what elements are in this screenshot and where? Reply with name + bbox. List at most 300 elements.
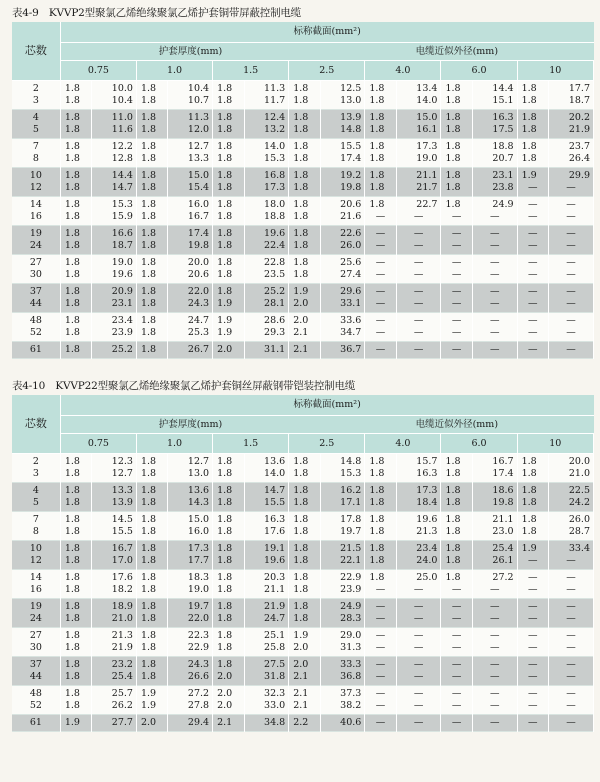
sheath-thickness-cell: 1.8: [213, 269, 244, 284]
outer-diameter-cell: —: [396, 642, 441, 657]
outer-diameter-cell: 15.5: [320, 139, 365, 154]
outer-diameter-cell: 23.7: [549, 139, 594, 154]
outer-diameter-cell: 10.4: [92, 95, 137, 110]
sheath-thickness-cell: 1.8: [60, 95, 91, 110]
sheath-thickness-cell: 1.8: [136, 512, 167, 527]
outer-diameter-cell: —: [472, 226, 517, 241]
sheath-thickness-cell: 1.8: [136, 197, 167, 212]
outer-diameter-cell: 37.3: [320, 686, 365, 701]
sheath-thickness-cell: —: [365, 327, 396, 342]
sheath-thickness-cell: 1.8: [136, 599, 167, 614]
table-row: [12, 95, 594, 110]
size-header: 1.0: [136, 61, 212, 81]
outer-diameter-cell: 15.4: [168, 182, 213, 197]
cores-header: 芯数: [12, 395, 60, 454]
sheath-thickness-cell: 1.8: [365, 454, 396, 469]
sheath-thickness-cell: 1.8: [136, 454, 167, 469]
outer-diameter-cell: 31.1: [244, 342, 289, 359]
sheath-thickness-cell: 1.8: [213, 197, 244, 212]
sheath-thickness-cell: —: [517, 284, 548, 299]
outer-diameter-cell: 17.7: [168, 555, 213, 570]
outer-diameter-cell: —: [396, 211, 441, 226]
sheath-thickness-cell: 1.8: [289, 454, 320, 469]
sheath-thickness-cell: 1.8: [289, 182, 320, 197]
outer-diameter-cell: 33.1: [320, 298, 365, 313]
outer-diameter-cell: —: [549, 226, 594, 241]
outer-diameter-cell: —: [549, 555, 594, 570]
table-row: [12, 327, 594, 342]
table-row: [12, 700, 594, 715]
sheath-thickness-cell: 2.0: [213, 700, 244, 715]
size-header: 1.5: [213, 61, 289, 81]
outer-diameter-cell: 31.3: [320, 642, 365, 657]
outer-diameter-cell: 18.6: [472, 483, 517, 498]
outer-diameter-cell: —: [472, 686, 517, 701]
outer-diameter-cell: 15.3: [92, 197, 137, 212]
outer-diameter-cell: 22.1: [320, 555, 365, 570]
sheath-thickness-cell: 1.9: [213, 298, 244, 313]
sheath-thickness-cell: 1.8: [289, 211, 320, 226]
sheath-thickness-cell: 1.8: [517, 139, 548, 154]
sheath-thickness-cell: 2.1: [289, 327, 320, 342]
sheath-thickness-cell: 1.8: [213, 139, 244, 154]
outer-diameter-cell: 19.8: [472, 497, 517, 512]
size-header: 10: [517, 434, 593, 454]
outer-diameter-cell: 12.4: [244, 110, 289, 125]
sheath-thickness-cell: 1.8: [517, 468, 548, 483]
size-header: 10: [517, 61, 593, 81]
sheath-thickness-cell: —: [365, 298, 396, 313]
outer-diameter-cell: 24.3: [168, 298, 213, 313]
sheath-thickness-cell: 1.8: [60, 541, 91, 556]
sheath-thickness-cell: —: [441, 671, 472, 686]
sheath-thickness-cell: —: [441, 628, 472, 643]
outer-diameter-cell: 26.6: [168, 671, 213, 686]
outer-diameter-cell: 21.1: [244, 584, 289, 599]
outer-diameter-cell: 14.4: [472, 81, 517, 96]
core-count-cell: 10: [12, 541, 60, 556]
sheath-thickness-cell: 1.8: [441, 497, 472, 512]
sheath-thickness-cell: —: [365, 269, 396, 284]
sheath-thickness-cell: 1.8: [60, 269, 91, 284]
sheath-thickness-cell: —: [517, 342, 548, 359]
core-count-cell: 61: [12, 342, 60, 359]
sheath-thickness-cell: 1.8: [365, 497, 396, 512]
outer-diameter-cell: 24.9: [320, 599, 365, 614]
sheath-thickness-cell: —: [517, 327, 548, 342]
outer-diameter-cell: 29.3: [244, 327, 289, 342]
sheath-thickness-cell: 1.8: [289, 124, 320, 139]
sheath-thickness-cell: —: [517, 642, 548, 657]
outer-diameter-cell: 16.0: [168, 197, 213, 212]
outer-diameter-cell: 28.6: [244, 313, 289, 328]
outer-diameter-cell: 25.7: [92, 686, 137, 701]
outer-diameter-cell: —: [396, 686, 441, 701]
outer-diameter-cell: 15.1: [472, 95, 517, 110]
sheath-thickness-cell: 1.8: [365, 197, 396, 212]
sheath-thickness-cell: 1.8: [60, 211, 91, 226]
sheath-thickness-cell: 1.8: [136, 642, 167, 657]
outer-diameter-cell: 28.7: [549, 526, 594, 541]
sheath-thickness-cell: 1.8: [60, 613, 91, 628]
outer-diameter-cell: 26.1: [472, 555, 517, 570]
table-row: [12, 483, 594, 498]
table-row: [12, 139, 594, 154]
outer-diameter-cell: —: [549, 182, 594, 197]
outer-diameter-cell: —: [549, 715, 594, 732]
sheath-thickness-cell: 1.8: [213, 182, 244, 197]
sheath-thickness-cell: 1.8: [517, 526, 548, 541]
sheath-thickness-cell: —: [517, 555, 548, 570]
outer-diameter-cell: 18.7: [92, 240, 137, 255]
sheath-thickness-cell: 1.8: [213, 599, 244, 614]
sheath-thickness-cell: 1.8: [441, 110, 472, 125]
sheath-thickness-cell: 1.8: [441, 512, 472, 527]
outer-diameter-cell: 26.7: [168, 342, 213, 359]
sheath-thickness-cell: —: [441, 584, 472, 599]
table-row: [12, 124, 594, 139]
outer-diameter-cell: 22.5: [549, 483, 594, 498]
sheath-thickness-cell: —: [441, 686, 472, 701]
outer-diameter-cell: —: [549, 298, 594, 313]
outer-diameter-cell: 22.9: [320, 570, 365, 585]
sheath-thickness-cell: —: [441, 700, 472, 715]
sheath-thickness-cell: 1.8: [289, 197, 320, 212]
sheath-thickness-cell: 1.8: [136, 613, 167, 628]
table-row: [12, 255, 594, 270]
outer-diameter-cell: —: [396, 255, 441, 270]
sheath-thickness-cell: 2.1: [213, 715, 244, 732]
outer-diameter-cell: —: [472, 642, 517, 657]
outer-diameter-cell: 16.6: [92, 226, 137, 241]
sheath-thickness-cell: —: [517, 313, 548, 328]
outer-diameter-cell: 20.6: [168, 269, 213, 284]
outer-diameter-cell: —: [396, 342, 441, 359]
outer-diameter-cell: 17.6: [92, 570, 137, 585]
sheath-thickness-cell: —: [441, 599, 472, 614]
core-count-cell: 2: [12, 454, 60, 469]
core-count-cell: 37: [12, 284, 60, 299]
outer-diameter-cell: —: [549, 700, 594, 715]
sheath-thickness-cell: 1.8: [213, 483, 244, 498]
sheath-thickness-cell: 1.8: [441, 139, 472, 154]
sheath-thickness-cell: —: [365, 671, 396, 686]
sheath-thickness-cell: 1.8: [441, 526, 472, 541]
outer-diameter-cell: 12.2: [92, 139, 137, 154]
sheath-thickness-cell: —: [517, 584, 548, 599]
sheath-thickness-cell: 1.8: [289, 240, 320, 255]
sheath-thickness-cell: 1.8: [60, 454, 91, 469]
outer-diameter-cell: —: [549, 657, 594, 672]
core-count-cell: 8: [12, 526, 60, 541]
outer-diameter-cell: 36.8: [320, 671, 365, 686]
sheath-thickness-cell: 1.8: [213, 526, 244, 541]
outer-diameter-cell: 22.7: [396, 197, 441, 212]
outer-diameter-cell: 15.0: [396, 110, 441, 125]
core-count-cell: 19: [12, 226, 60, 241]
table-row: [12, 110, 594, 125]
sheath-thickness-cell: —: [441, 642, 472, 657]
core-count-cell: 44: [12, 298, 60, 313]
sheath-thickness-cell: 1.8: [213, 255, 244, 270]
outer-diameter-cell: 25.2: [244, 284, 289, 299]
sheath-thickness-cell: 1.8: [60, 671, 91, 686]
sheath-thickness-cell: 2.0: [289, 313, 320, 328]
sheath-thickness-cell: —: [365, 642, 396, 657]
core-count-cell: 37: [12, 657, 60, 672]
outer-diameter-cell: 25.2: [92, 342, 137, 359]
table-row: [12, 628, 594, 643]
outer-diameter-cell: 11.3: [244, 81, 289, 96]
table-caption-4-10: 表4-10 KVVP22型聚氯乙烯绝缘聚氯乙烯护套铜丝屏蔽钢带铠装控制电缆: [12, 380, 356, 392]
sheath-thickness-cell: —: [441, 613, 472, 628]
sheath-thickness-cell: —: [365, 342, 396, 359]
outer-diameter-cell: —: [396, 327, 441, 342]
outer-diameter-cell: —: [396, 584, 441, 599]
sheath-thickness-cell: —: [517, 657, 548, 672]
sheath-thickness-cell: —: [517, 182, 548, 197]
outer-diameter-cell: 20.0: [168, 255, 213, 270]
outer-diameter-cell: 21.0: [549, 468, 594, 483]
size-header: 0.75: [60, 434, 136, 454]
outer-diameter-cell: —: [396, 284, 441, 299]
core-count-cell: 48: [12, 686, 60, 701]
cable-spec-table: [12, 395, 594, 732]
sheath-thickness-cell: 1.8: [60, 153, 91, 168]
outer-diameter-cell: 19.6: [244, 555, 289, 570]
outer-diameter-cell: —: [472, 211, 517, 226]
sheath-thickness-cell: 1.8: [213, 124, 244, 139]
core-count-cell: 10: [12, 168, 60, 183]
outer-diameter-cell: 14.0: [244, 468, 289, 483]
sheath-thickness-cell: 1.8: [365, 541, 396, 556]
size-header: 4.0: [365, 434, 441, 454]
sheath-thickness-cell: 1.8: [517, 454, 548, 469]
core-count-cell: 30: [12, 269, 60, 284]
outer-diameter-cell: 24.9: [472, 197, 517, 212]
core-count-cell: 61: [12, 715, 60, 732]
sheath-thickness-cell: 1.8: [213, 497, 244, 512]
core-count-cell: 48: [12, 313, 60, 328]
outer-diameter-cell: 22.3: [168, 628, 213, 643]
outer-diameter-cell: 18.0: [244, 197, 289, 212]
outer-diameter-cell: 23.5: [244, 269, 289, 284]
size-header: 6.0: [441, 61, 517, 81]
outer-diameter-cell: 25.8: [244, 642, 289, 657]
outer-diameter-cell: —: [472, 613, 517, 628]
outer-diameter-cell: 22.8: [244, 255, 289, 270]
sheath-thickness-cell: —: [441, 255, 472, 270]
outer-diameter-cell: 17.6: [244, 526, 289, 541]
sheath-thickness-cell: 1.8: [289, 526, 320, 541]
outer-diameter-header: 电缆近似外径(mm): [320, 416, 593, 434]
outer-diameter-cell: 17.8: [320, 512, 365, 527]
sheath-thickness-cell: 1.8: [441, 197, 472, 212]
sheath-thickness-cell: —: [517, 226, 548, 241]
sheath-thickness-cell: —: [517, 700, 548, 715]
outer-diameter-cell: 19.1: [244, 541, 289, 556]
outer-diameter-cell: 20.7: [472, 153, 517, 168]
outer-diameter-cell: 22.6: [320, 226, 365, 241]
outer-diameter-cell: —: [549, 240, 594, 255]
sheath-thickness-cell: 1.8: [213, 541, 244, 556]
sheath-thickness-cell: 1.8: [60, 139, 91, 154]
sheath-thickness-cell: 1.8: [60, 700, 91, 715]
outer-diameter-cell: 20.2: [549, 110, 594, 125]
table-row: [12, 269, 594, 284]
sheath-thickness-cell: 1.8: [60, 240, 91, 255]
outer-diameter-cell: 22.0: [168, 284, 213, 299]
outer-diameter-cell: 29.4: [168, 715, 213, 732]
sheath-thickness-cell: 1.8: [213, 613, 244, 628]
outer-diameter-cell: 13.2: [244, 124, 289, 139]
outer-diameter-cell: 21.3: [92, 628, 137, 643]
sheath-thickness-cell: —: [441, 226, 472, 241]
outer-diameter-cell: 31.8: [244, 671, 289, 686]
sheath-thickness-cell: 1.8: [517, 153, 548, 168]
outer-diameter-cell: 25.6: [320, 255, 365, 270]
sheath-thickness-cell: 1.8: [60, 255, 91, 270]
sheath-thickness-cell: 1.8: [441, 454, 472, 469]
sheath-thickness-cell: 1.8: [60, 124, 91, 139]
sheath-thickness-cell: —: [441, 327, 472, 342]
size-header: 2.5: [289, 61, 365, 81]
outer-diameter-cell: 18.4: [396, 497, 441, 512]
outer-diameter-cell: 20.9: [92, 284, 137, 299]
size-header: 1.5: [213, 434, 289, 454]
outer-diameter-cell: 15.3: [244, 153, 289, 168]
sheath-thickness-cell: 1.8: [136, 226, 167, 241]
core-count-cell: 7: [12, 512, 60, 527]
outer-diameter-cell: 27.2: [472, 570, 517, 585]
sheath-thickness-cell: 1.8: [289, 483, 320, 498]
core-count-cell: 52: [12, 700, 60, 715]
outer-diameter-cell: 33.6: [320, 313, 365, 328]
outer-diameter-cell: 13.6: [244, 454, 289, 469]
outer-diameter-cell: 24.2: [549, 497, 594, 512]
outer-diameter-cell: 16.7: [472, 454, 517, 469]
sheath-thickness-cell: 1.8: [60, 327, 91, 342]
outer-diameter-cell: —: [549, 197, 594, 212]
outer-diameter-cell: 14.8: [320, 454, 365, 469]
sheath-thickness-cell: 1.8: [289, 555, 320, 570]
sheath-thickness-cell: 1.8: [289, 468, 320, 483]
sheath-thickness-cell: 1.8: [441, 81, 472, 96]
sheath-thickness-cell: 1.8: [136, 182, 167, 197]
sheath-thickness-cell: 1.8: [60, 657, 91, 672]
outer-diameter-cell: 19.0: [92, 255, 137, 270]
outer-diameter-cell: 13.9: [320, 110, 365, 125]
outer-diameter-cell: 15.0: [168, 512, 213, 527]
sheath-thickness-cell: 1.8: [213, 226, 244, 241]
table-row: [12, 584, 594, 599]
outer-diameter-cell: 14.0: [244, 139, 289, 154]
sheath-thickness-cell: 2.0: [213, 686, 244, 701]
sheath-thickness-cell: 1.8: [213, 555, 244, 570]
outer-diameter-cell: 16.8: [244, 168, 289, 183]
sheath-thickness-cell: 1.8: [213, 211, 244, 226]
core-count-cell: 3: [12, 95, 60, 110]
outer-diameter-cell: —: [549, 613, 594, 628]
outer-diameter-cell: 19.6: [244, 226, 289, 241]
sheath-thickness-cell: 1.9: [517, 541, 548, 556]
outer-diameter-cell: 21.1: [396, 168, 441, 183]
sheath-thickness-cell: —: [441, 715, 472, 732]
sheath-thickness-cell: —: [365, 700, 396, 715]
sheath-thickness-cell: 1.8: [136, 671, 167, 686]
table-row: [12, 468, 594, 483]
outer-diameter-cell: 16.3: [244, 512, 289, 527]
sheath-thickness-cell: —: [517, 570, 548, 585]
outer-diameter-cell: —: [472, 628, 517, 643]
outer-diameter-cell: —: [472, 599, 517, 614]
sheath-thickness-cell: —: [365, 584, 396, 599]
sheath-thickness-cell: 1.8: [289, 613, 320, 628]
outer-diameter-cell: 21.7: [396, 182, 441, 197]
sheath-thickness-cell: 1.8: [365, 153, 396, 168]
outer-diameter-cell: 15.5: [92, 526, 137, 541]
outer-diameter-cell: 20.6: [320, 197, 365, 212]
sheath-thickness-cell: —: [441, 342, 472, 359]
outer-diameter-cell: 33.4: [549, 541, 594, 556]
sheath-thickness-cell: 1.8: [365, 124, 396, 139]
outer-diameter-cell: —: [396, 599, 441, 614]
sheath-thickness-cell: 1.8: [213, 168, 244, 183]
core-count-cell: 5: [12, 124, 60, 139]
outer-diameter-cell: —: [396, 700, 441, 715]
outer-diameter-cell: —: [472, 284, 517, 299]
sheath-thickness-cell: 1.8: [517, 124, 548, 139]
table-row: [12, 182, 594, 197]
outer-diameter-cell: 21.9: [244, 599, 289, 614]
outer-diameter-cell: 26.4: [549, 153, 594, 168]
sheath-thickness-cell: —: [441, 269, 472, 284]
outer-diameter-cell: 19.6: [92, 269, 137, 284]
table-row: [12, 526, 594, 541]
sheath-thickness-cell: 1.8: [213, 284, 244, 299]
outer-diameter-cell: 38.2: [320, 700, 365, 715]
table-row: [12, 284, 594, 299]
outer-diameter-cell: —: [549, 327, 594, 342]
section-header: 标称截面(mm²): [60, 22, 593, 43]
sheath-thickness-cell: —: [517, 628, 548, 643]
core-count-cell: 2: [12, 81, 60, 96]
outer-diameter-cell: 10.4: [168, 81, 213, 96]
sheath-thickness-cell: 1.8: [136, 327, 167, 342]
sheath-thickness-cell: 1.8: [213, 657, 244, 672]
sheath-thickness-cell: —: [365, 657, 396, 672]
sheath-thickness-cell: —: [517, 197, 548, 212]
outer-diameter-cell: —: [396, 240, 441, 255]
outer-diameter-cell: —: [472, 313, 517, 328]
sheath-thickness-cell: 1.8: [213, 468, 244, 483]
outer-diameter-cell: 10.0: [92, 81, 137, 96]
sheath-thickness-cell: 1.8: [289, 95, 320, 110]
sheath-thickness-cell: 1.8: [136, 298, 167, 313]
outer-diameter-cell: —: [549, 628, 594, 643]
outer-diameter-cell: 17.5: [472, 124, 517, 139]
table-row: [12, 342, 594, 359]
outer-diameter-cell: —: [472, 298, 517, 313]
outer-diameter-cell: 19.2: [320, 168, 365, 183]
outer-diameter-cell: —: [472, 657, 517, 672]
sheath-thickness-cell: 1.8: [136, 240, 167, 255]
outer-diameter-cell: 24.7: [168, 313, 213, 328]
sheath-thickness-cell: 1.8: [136, 555, 167, 570]
sheath-thickness-cell: 1.8: [60, 182, 91, 197]
outer-diameter-cell: 12.3: [92, 454, 137, 469]
sheath-thickness-cell: 2.0: [213, 671, 244, 686]
